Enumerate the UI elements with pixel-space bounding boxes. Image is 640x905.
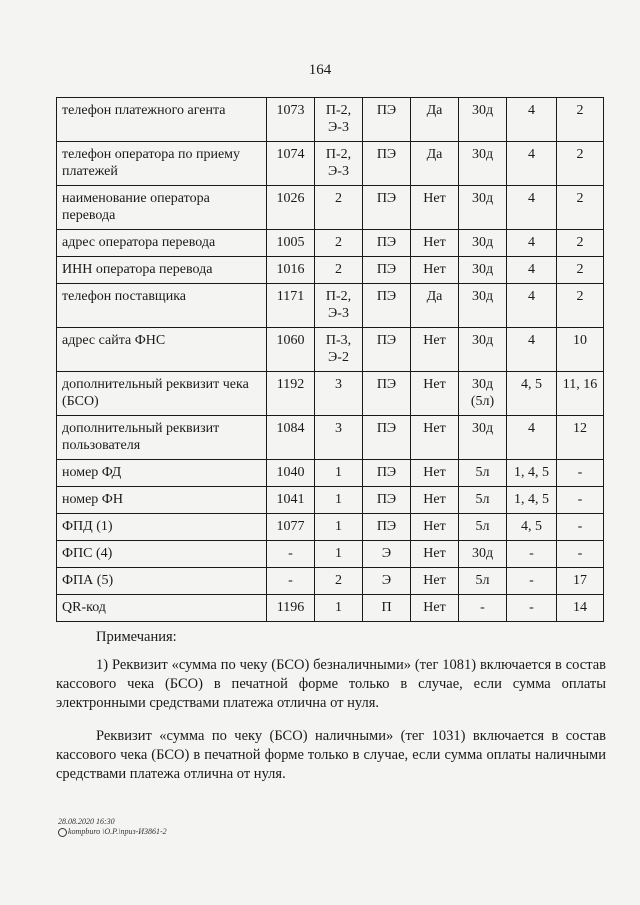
tag-name-cell: телефон платежного агента: [57, 98, 267, 142]
format-cell-line: 3: [335, 421, 342, 436]
term-cell: [459, 230, 507, 257]
format-cell-line: Э-3: [328, 306, 349, 321]
format-cell: [315, 541, 363, 568]
tag-name-cell: ФПД (1): [57, 514, 267, 541]
term-cell-line: -: [480, 600, 485, 615]
required-cell: Нет: [411, 514, 459, 541]
ffd-versions-cell: 4: [507, 186, 557, 230]
ffd-versions-cell: 4: [507, 416, 557, 460]
required-cell: Да: [411, 98, 459, 142]
format-cell: [315, 186, 363, 230]
required-cell: Нет: [411, 487, 459, 514]
required-cell: Нет: [411, 328, 459, 372]
format-cell: [315, 514, 363, 541]
tag-number-cell: 1026: [267, 186, 315, 230]
ffd-versions-cell: 4, 5: [507, 372, 557, 416]
form-cell: ПЭ: [363, 98, 411, 142]
note-paragraph-1: 1) Реквизит «сумма по чеку (БСО) безналичными» (тег 1081) включается в состав кассового чека (БСО) в печатной форме только в случае, если сумма оплаты электронными средствами платежа отлична от нуля.: [56, 657, 606, 711]
form-cell: Э: [363, 568, 411, 595]
term-cell-line: (5л): [470, 394, 495, 409]
ffd-versions-cell: 4: [507, 328, 557, 372]
table-row: [57, 568, 604, 595]
term-cell: [459, 460, 507, 487]
ffd-versions-cell: 4: [507, 284, 557, 328]
ffd-versions-cell: 4: [507, 257, 557, 284]
format-cell: [315, 372, 363, 416]
required-cell: Нет: [411, 372, 459, 416]
ffd-versions-cell: -: [507, 568, 557, 595]
required-cell: Нет: [411, 595, 459, 622]
notes-section: [56, 625, 606, 784]
format-cell-line: 1: [335, 600, 342, 615]
format-cell: [315, 284, 363, 328]
format-cell-line: Э-2: [328, 350, 349, 365]
form-cell: ПЭ: [363, 487, 411, 514]
tag-name-cell: адрес сайта ФНС: [57, 328, 267, 372]
required-cell: Нет: [411, 568, 459, 595]
required-cell: Нет: [411, 460, 459, 487]
term-cell-line: 30д: [471, 235, 494, 250]
tag-name-cell: наименование оператора перевода: [57, 186, 267, 230]
format-cell: [315, 257, 363, 284]
term-cell: [459, 142, 507, 186]
form-cell: ПЭ: [363, 328, 411, 372]
term-cell-line: 5л: [475, 519, 490, 534]
tag-number-cell: 1171: [267, 284, 315, 328]
term-cell: [459, 568, 507, 595]
term-cell-line: 30д: [471, 103, 494, 118]
term-cell: [459, 328, 507, 372]
term-cell: [459, 284, 507, 328]
ffd-versions-cell: 4: [507, 98, 557, 142]
notes-ref-cell: 2: [557, 98, 604, 142]
term-cell: [459, 372, 507, 416]
format-cell: [315, 142, 363, 186]
ffd-versions-cell: 4, 5: [507, 514, 557, 541]
tag-name-cell: дополнительный реквизит чека (БСО): [57, 372, 267, 416]
table-row: [57, 284, 604, 328]
tag-number-cell: 1041: [267, 487, 315, 514]
notes-ref-cell: -: [557, 541, 604, 568]
term-cell-line: 30д: [471, 262, 494, 277]
table-row: [57, 595, 604, 622]
table-row: [57, 257, 604, 284]
table-row: [57, 514, 604, 541]
term-cell-line: 30д: [471, 191, 494, 206]
notes-ref-cell: 2: [557, 257, 604, 284]
tag-number-cell: 1005: [267, 230, 315, 257]
ffd-versions-cell: 1, 4, 5: [507, 487, 557, 514]
format-cell-line: П-2,: [325, 103, 352, 118]
tag-number-cell: 1192: [267, 372, 315, 416]
form-cell: ПЭ: [363, 372, 411, 416]
tag-name-cell: ФПС (4): [57, 541, 267, 568]
table-row: [57, 142, 604, 186]
tag-number-cell: 1074: [267, 142, 315, 186]
form-cell: ПЭ: [363, 416, 411, 460]
form-cell: ПЭ: [363, 186, 411, 230]
table-row: [57, 416, 604, 460]
term-cell-line: 30д: [471, 546, 494, 561]
tag-name-cell: телефон поставщика: [57, 284, 267, 328]
format-cell-line: 2: [335, 262, 342, 277]
note-paragraph-2: Реквизит «сумма по чеку (БСО) наличными» (тег 1031) включается в состав кассового чека (БСО) в печатной форме только в случае, если сумма оплаты наличными средствами платежа отлична от нуля.: [56, 728, 606, 782]
term-cell-line: 5л: [475, 465, 490, 480]
table-row: [57, 230, 604, 257]
tag-name-cell: дополнительный реквизит пользователя: [57, 416, 267, 460]
footer-date: 28.08.2020 16:30: [58, 817, 115, 826]
ffd-versions-cell: 1, 4, 5: [507, 460, 557, 487]
required-cell: Да: [411, 142, 459, 186]
notes-ref-cell: 17: [557, 568, 604, 595]
format-cell: [315, 416, 363, 460]
term-cell: [459, 541, 507, 568]
ffd-versions-cell: -: [507, 595, 557, 622]
format-cell-line: 3: [335, 377, 342, 392]
notes-ref-cell: 2: [557, 230, 604, 257]
form-cell: ПЭ: [363, 230, 411, 257]
format-cell: [315, 568, 363, 595]
notes-ref-cell: 2: [557, 142, 604, 186]
tag-name-cell: телефон оператора по приему платежей: [57, 142, 267, 186]
term-cell: [459, 98, 507, 142]
page-number: 164: [308, 62, 332, 78]
form-cell: ПЭ: [363, 460, 411, 487]
table-row: [57, 98, 604, 142]
tag-number-cell: 1073: [267, 98, 315, 142]
tag-number-cell: 1196: [267, 595, 315, 622]
format-cell-line: 1: [335, 465, 342, 480]
term-cell: [459, 257, 507, 284]
term-cell-line: 30д: [471, 333, 494, 348]
form-cell: ПЭ: [363, 514, 411, 541]
format-cell-line: П-2,: [325, 289, 352, 304]
tag-name-cell: ИНН оператора перевода: [57, 257, 267, 284]
ffd-versions-cell: -: [507, 541, 557, 568]
notes-heading: Примечания:: [96, 629, 177, 645]
term-cell-line: 30д: [471, 421, 494, 436]
tag-number-cell: -: [267, 541, 315, 568]
format-cell: [315, 328, 363, 372]
ffd-versions-cell: 4: [507, 230, 557, 257]
table-row: [57, 186, 604, 230]
format-cell-line: 2: [335, 191, 342, 206]
tag-name-cell: номер ФД: [57, 460, 267, 487]
term-cell-line: 30д: [471, 289, 494, 304]
tag-name-cell: адрес оператора перевода: [57, 230, 267, 257]
form-cell: П: [363, 595, 411, 622]
tag-name-cell: QR-код: [57, 595, 267, 622]
tag-number-cell: -: [267, 568, 315, 595]
notes-ref-cell: 11, 16: [557, 372, 604, 416]
notes-ref-cell: 2: [557, 186, 604, 230]
term-cell: [459, 487, 507, 514]
ffd-versions-cell: 4: [507, 142, 557, 186]
table-row: [57, 328, 604, 372]
tag-name-cell: номер ФН: [57, 487, 267, 514]
format-cell: [315, 487, 363, 514]
format-cell-line: Э-3: [328, 120, 349, 135]
footer-doc-id: kompburo \О.Р.\приз-И3861-2: [68, 827, 167, 836]
format-cell: [315, 460, 363, 487]
format-cell-line: Э-3: [328, 164, 349, 179]
tag-number-cell: 1040: [267, 460, 315, 487]
tag-number-cell: 1016: [267, 257, 315, 284]
notes-ref-cell: 12: [557, 416, 604, 460]
table-row: [57, 487, 604, 514]
form-cell: Э: [363, 541, 411, 568]
tag-name-cell: ФПА (5): [57, 568, 267, 595]
format-cell-line: П-3,: [325, 333, 352, 348]
term-cell-line: 30д: [471, 377, 494, 392]
notes-ref-cell: -: [557, 514, 604, 541]
term-cell-line: 30д: [471, 147, 494, 162]
form-cell: ПЭ: [363, 257, 411, 284]
required-cell: Нет: [411, 186, 459, 230]
required-cell: Нет: [411, 541, 459, 568]
format-cell-line: 1: [335, 546, 342, 561]
format-cell-line: 1: [335, 492, 342, 507]
term-cell-line: 5л: [475, 492, 490, 507]
tags-table: [56, 97, 604, 622]
format-cell-line: 2: [335, 573, 342, 588]
notes-ref-cell: -: [557, 487, 604, 514]
footer: [58, 817, 167, 837]
tag-number-cell: 1077: [267, 514, 315, 541]
notes-ref-cell: 2: [557, 284, 604, 328]
tag-number-cell: 1060: [267, 328, 315, 372]
term-cell: [459, 595, 507, 622]
required-cell: Нет: [411, 416, 459, 460]
form-cell: ПЭ: [363, 284, 411, 328]
table-row: [57, 372, 604, 416]
format-cell: [315, 230, 363, 257]
format-cell-line: 2: [335, 235, 342, 250]
table-row: [57, 541, 604, 568]
required-cell: Нет: [411, 257, 459, 284]
term-cell: [459, 514, 507, 541]
form-cell: ПЭ: [363, 142, 411, 186]
notes-ref-cell: 14: [557, 595, 604, 622]
required-cell: Да: [411, 284, 459, 328]
format-cell-line: П-2,: [325, 147, 352, 162]
tag-number-cell: 1084: [267, 416, 315, 460]
required-cell: Нет: [411, 230, 459, 257]
table-row: [57, 460, 604, 487]
term-cell: [459, 416, 507, 460]
notes-ref-cell: -: [557, 460, 604, 487]
term-cell-line: 5л: [475, 573, 490, 588]
notes-ref-cell: 10: [557, 328, 604, 372]
format-cell: [315, 595, 363, 622]
seal-icon: [58, 828, 67, 837]
term-cell: [459, 186, 507, 230]
format-cell: [315, 98, 363, 142]
format-cell-line: 1: [335, 519, 342, 534]
